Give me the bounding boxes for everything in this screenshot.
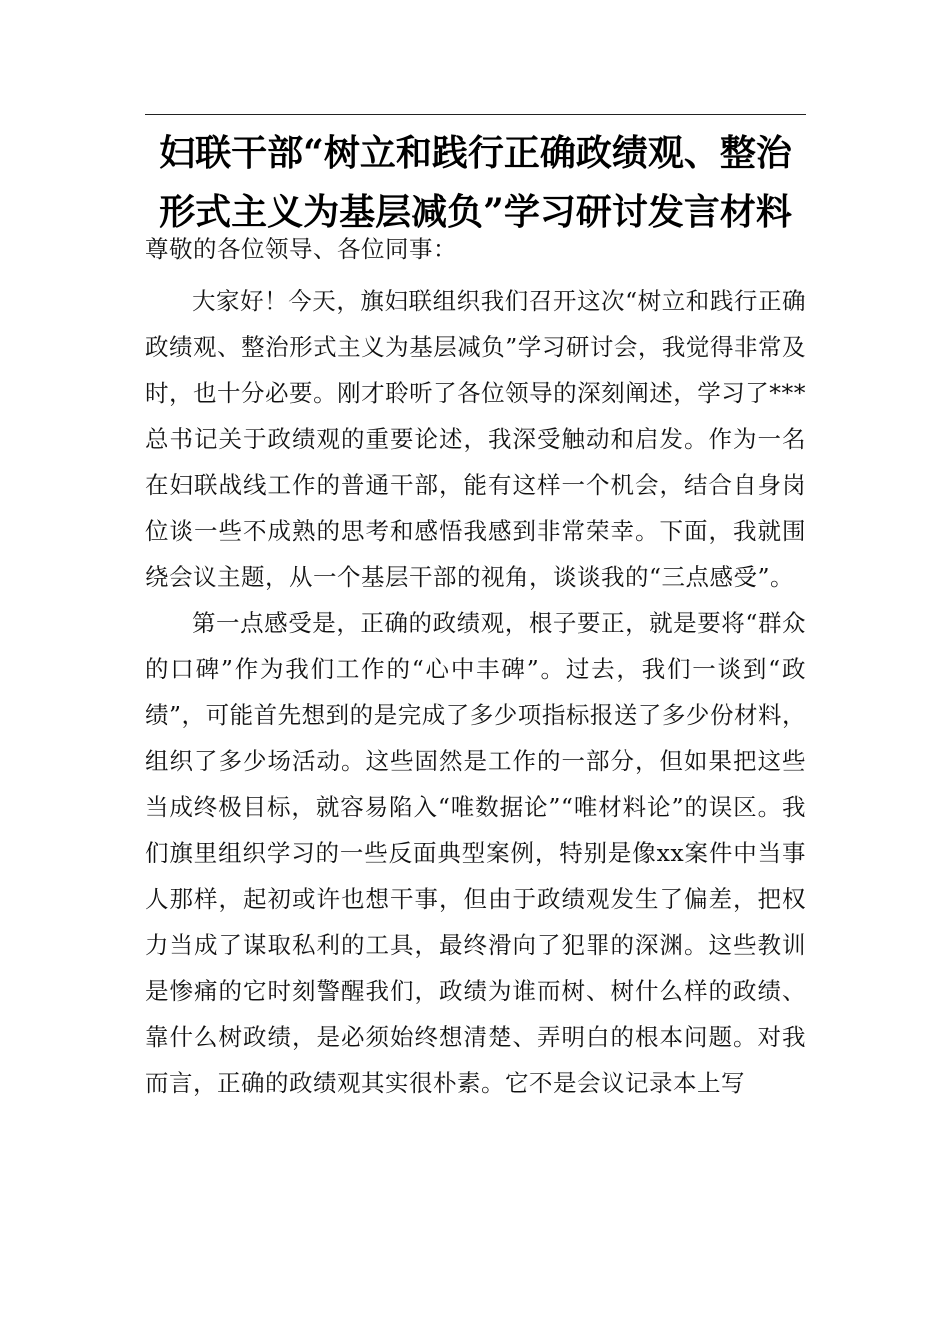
document-title	[145, 124, 806, 242]
paragraph-2: 第一点感受是，正确的政绩观，根子要正，就是要将“群众的口碑”作为我们工作的“心中丰碑”。过去，我们一谈到“政绩”，可能首先想到的是完成了多少项指标报送了多少份材料，组织了多少场活动。这些固然是工作的一部分，但如果把这些当成终极目标，就容易陷入“唯数据论”“唯材料论”的误区。我们旗里组织学习的一些反面典型案例，特别是像xx案件中当事人那样，起初或许也想干事，但由于政绩观发生了偏差，把权力当成了谋取私利的工具，最终滑向了犯罪的深渊。这些教训是惨痛的它时刻警醒我们，政绩为谁而树、树什么样的政绩、靠什么树政绩，是必须始终想清楚、弄明白的根本问题。对我而言，正确的政绩观其实很朴素。它不是会议记录本上写	[145, 609, 806, 1097]
paragraph-1: 大家好！今天，旗妇联组织我们召开这次“树立和践行正确政绩观、整治形式主义为基层减负”学习研讨会，我觉得非常及时，也十分必要。刚才聆听了各位领导的深刻阐述，学习了***总书记关于政绩观的重要论述，我深受触动和启发。作为一名在妇联战线工作的普通干部，能有这样一个机会，结合自身岗位谈一些不成熟的思考和感悟我感到非常荣幸。下面，我就围绕会议主题，从一个基层干部的视角，谈谈我的“三点感受”。	[145, 287, 806, 591]
title-line-2: 形式主义为基层减负”学习研讨发言材料	[159, 191, 792, 233]
salutation: 尊敬的各位领导、各位同事：	[145, 235, 457, 263]
header-rule	[145, 114, 806, 115]
title-line-1: 妇联干部“树立和践行正确政绩观、整治	[159, 132, 792, 174]
document-body	[145, 232, 806, 1106]
